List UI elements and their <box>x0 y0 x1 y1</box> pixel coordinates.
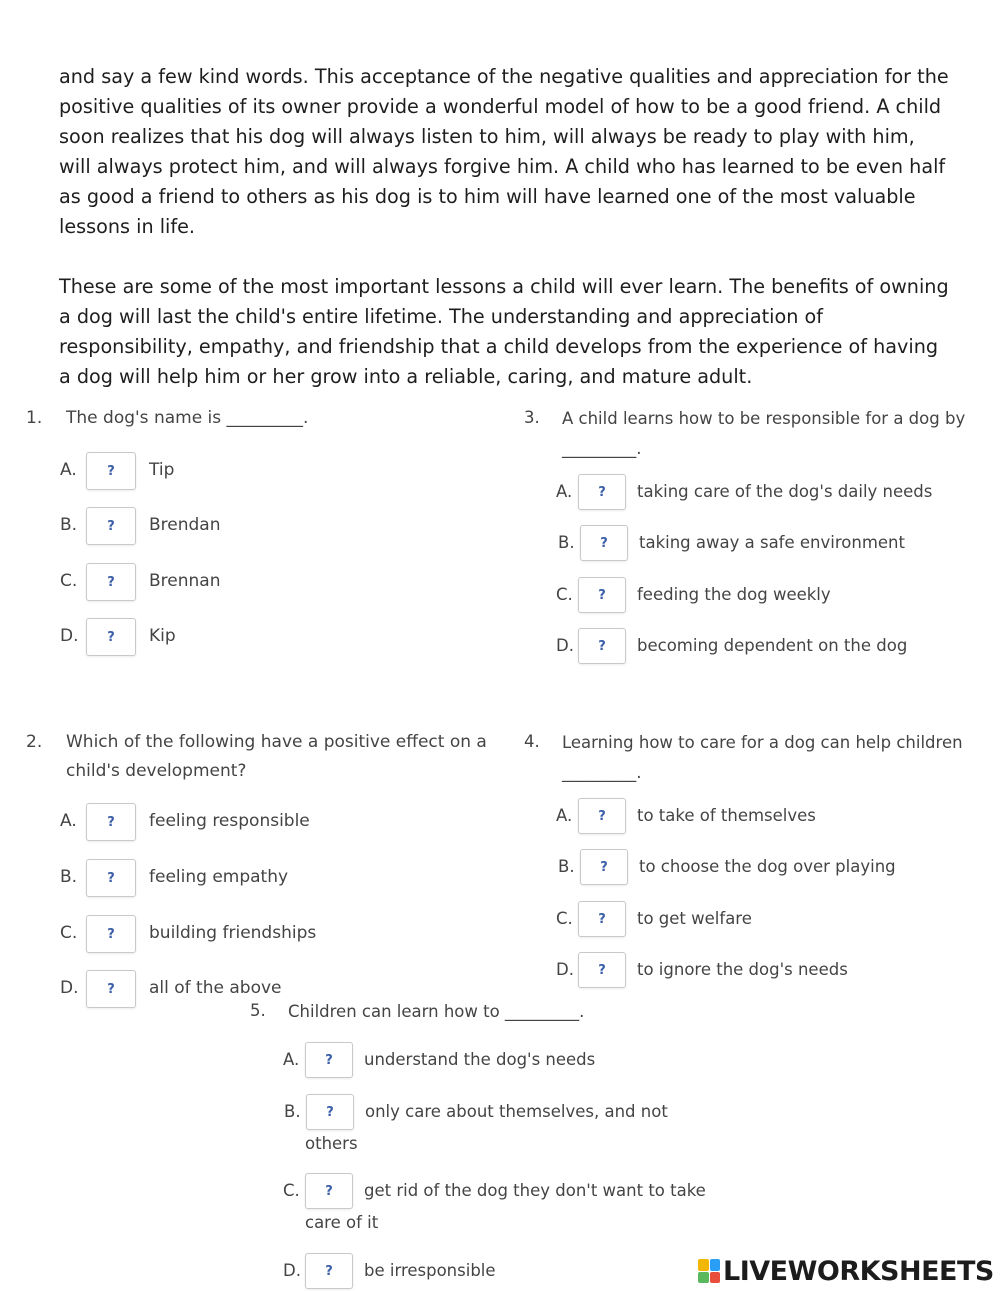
passage-line: These are some of the most important lessons a child will ever learn. The benefits of owning <box>59 275 949 298</box>
answer-box[interactable]: ? <box>86 803 136 841</box>
question-number: 4. <box>524 732 540 751</box>
option-letter: D. <box>556 636 574 655</box>
option-text: becoming dependent on the dog <box>637 636 908 655</box>
question-5 <box>250 997 706 1287</box>
option-letter: C. <box>60 923 78 943</box>
option-letter: B. <box>60 515 78 535</box>
passage-paragraph-2 <box>59 272 959 392</box>
option-text: feeling empathy <box>149 867 289 887</box>
option-letter: D. <box>556 960 574 979</box>
answer-box[interactable]: ? <box>86 618 136 656</box>
option-letter: A. <box>60 460 77 480</box>
question-number: 2. <box>26 732 43 752</box>
question-number: 5. <box>250 1001 266 1020</box>
question-2 <box>26 728 516 1013</box>
answer-box[interactable]: ? <box>306 1094 354 1130</box>
option-text-continuation: care of it <box>305 1213 379 1232</box>
option-text: Tip <box>149 460 175 480</box>
passage-line: soon realizes that his dog will always listen to him, will always be ready to play with him, <box>59 125 915 148</box>
question-1 <box>26 404 496 664</box>
option-letter: B. <box>558 533 575 552</box>
passage-line: and say a few kind words. This acceptance of the negative qualities and appreciation for the <box>59 65 949 88</box>
question-text: The dog's name is _________. <box>66 408 309 428</box>
option-letter: C. <box>60 571 78 591</box>
logo-square <box>698 1272 709 1284</box>
option-text: only care about themselves, and not <box>365 1102 668 1121</box>
question-text: _________. <box>562 439 642 458</box>
logo-mark-icon <box>698 1259 720 1283</box>
question-text: Which of the following have a positive effect on a <box>66 732 487 752</box>
option-text: to choose the dog over playing <box>639 857 896 876</box>
answer-box[interactable]: ? <box>305 1253 353 1289</box>
question-text: A child learns how to be responsible for a dog by <box>562 409 966 428</box>
option-letter: D. <box>60 978 79 998</box>
answer-box[interactable]: ? <box>86 970 136 1008</box>
option-letter: B. <box>558 857 575 876</box>
option-text: feeding the dog weekly <box>637 585 831 604</box>
logo-square <box>710 1259 721 1271</box>
question-number: 1. <box>26 408 43 428</box>
answer-box[interactable]: ? <box>578 628 626 664</box>
option-letter: A. <box>556 482 573 501</box>
option-text: to get welfare <box>637 909 752 928</box>
answer-box[interactable]: ? <box>86 452 136 490</box>
answer-box[interactable]: ? <box>305 1042 353 1078</box>
answer-box[interactable]: ? <box>86 859 136 897</box>
option-text-continuation: others <box>305 1134 358 1153</box>
question-text: _________. <box>562 763 642 782</box>
answer-box[interactable]: ? <box>578 901 626 937</box>
option-text: Kip <box>149 626 176 646</box>
option-letter: A. <box>283 1050 300 1069</box>
question-number: 3. <box>524 408 540 427</box>
option-text: taking away a safe environment <box>639 533 905 552</box>
option-letter: D. <box>283 1261 301 1280</box>
option-text: taking care of the dog's daily needs <box>637 482 933 501</box>
option-text: building friendships <box>149 923 317 943</box>
option-text: understand the dog's needs <box>364 1050 596 1069</box>
option-letter: A. <box>556 806 573 825</box>
question-text: Children can learn how to _________. <box>288 1002 585 1021</box>
passage-line: as good a friend to others as his dog is to him will have learned one of the most valuable <box>59 185 916 208</box>
answer-box[interactable]: ? <box>578 798 626 834</box>
option-text: feeling responsible <box>149 811 310 831</box>
answer-box[interactable]: ? <box>86 563 136 601</box>
option-letter: D. <box>60 626 79 646</box>
option-letter: C. <box>556 585 573 604</box>
option-text: all of the above <box>149 978 282 998</box>
question-4 <box>524 728 984 988</box>
question-3 <box>524 404 984 664</box>
answer-box[interactable]: ? <box>86 507 136 545</box>
answer-box[interactable]: ? <box>86 915 136 953</box>
answer-box[interactable]: ? <box>578 952 626 988</box>
question-text: Learning how to care for a dog can help children <box>562 733 963 752</box>
passage-paragraph-1 <box>59 62 959 242</box>
passage-line: a dog will help him or her grow into a reliable, caring, and mature adult. <box>59 365 753 388</box>
passage-line: a dog will last the child's entire lifetime. The understanding and appreciation of <box>59 305 823 328</box>
logo-square <box>710 1272 721 1284</box>
option-letter: B. <box>60 867 78 887</box>
option-text: to ignore the dog's needs <box>637 960 848 979</box>
option-text: Brendan <box>149 515 221 535</box>
answer-box[interactable]: ? <box>580 525 628 561</box>
passage-line: will always protect him, and will always forgive him. A child who has learned to be even half <box>59 155 946 178</box>
passage-line: responsibility, empathy, and friendship that a child develops from the experience of having <box>59 335 939 358</box>
option-text: get rid of the dog they don't want to take <box>364 1181 706 1200</box>
option-letter: A. <box>60 811 77 831</box>
option-letter: B. <box>284 1102 301 1121</box>
answer-box[interactable]: ? <box>580 849 628 885</box>
option-letter: C. <box>283 1181 300 1200</box>
option-letter: C. <box>556 909 573 928</box>
passage-line: lessons in life. <box>59 215 196 238</box>
question-text: child's development? <box>66 761 247 781</box>
answer-box[interactable]: ? <box>578 577 626 613</box>
answer-box[interactable]: ? <box>305 1173 353 1209</box>
logo-text: LIVEWORKSHEETS <box>723 1255 994 1287</box>
passage-line: positive qualities of its owner provide a wonderful model of how to be a good friend. A child <box>59 95 942 118</box>
logo-square <box>698 1259 709 1271</box>
answer-box[interactable]: ? <box>578 474 626 510</box>
option-text: be irresponsible <box>364 1261 496 1280</box>
option-text: Brennan <box>149 571 221 591</box>
liveworksheets-logo <box>698 1256 994 1286</box>
option-text: to take of themselves <box>637 806 816 825</box>
